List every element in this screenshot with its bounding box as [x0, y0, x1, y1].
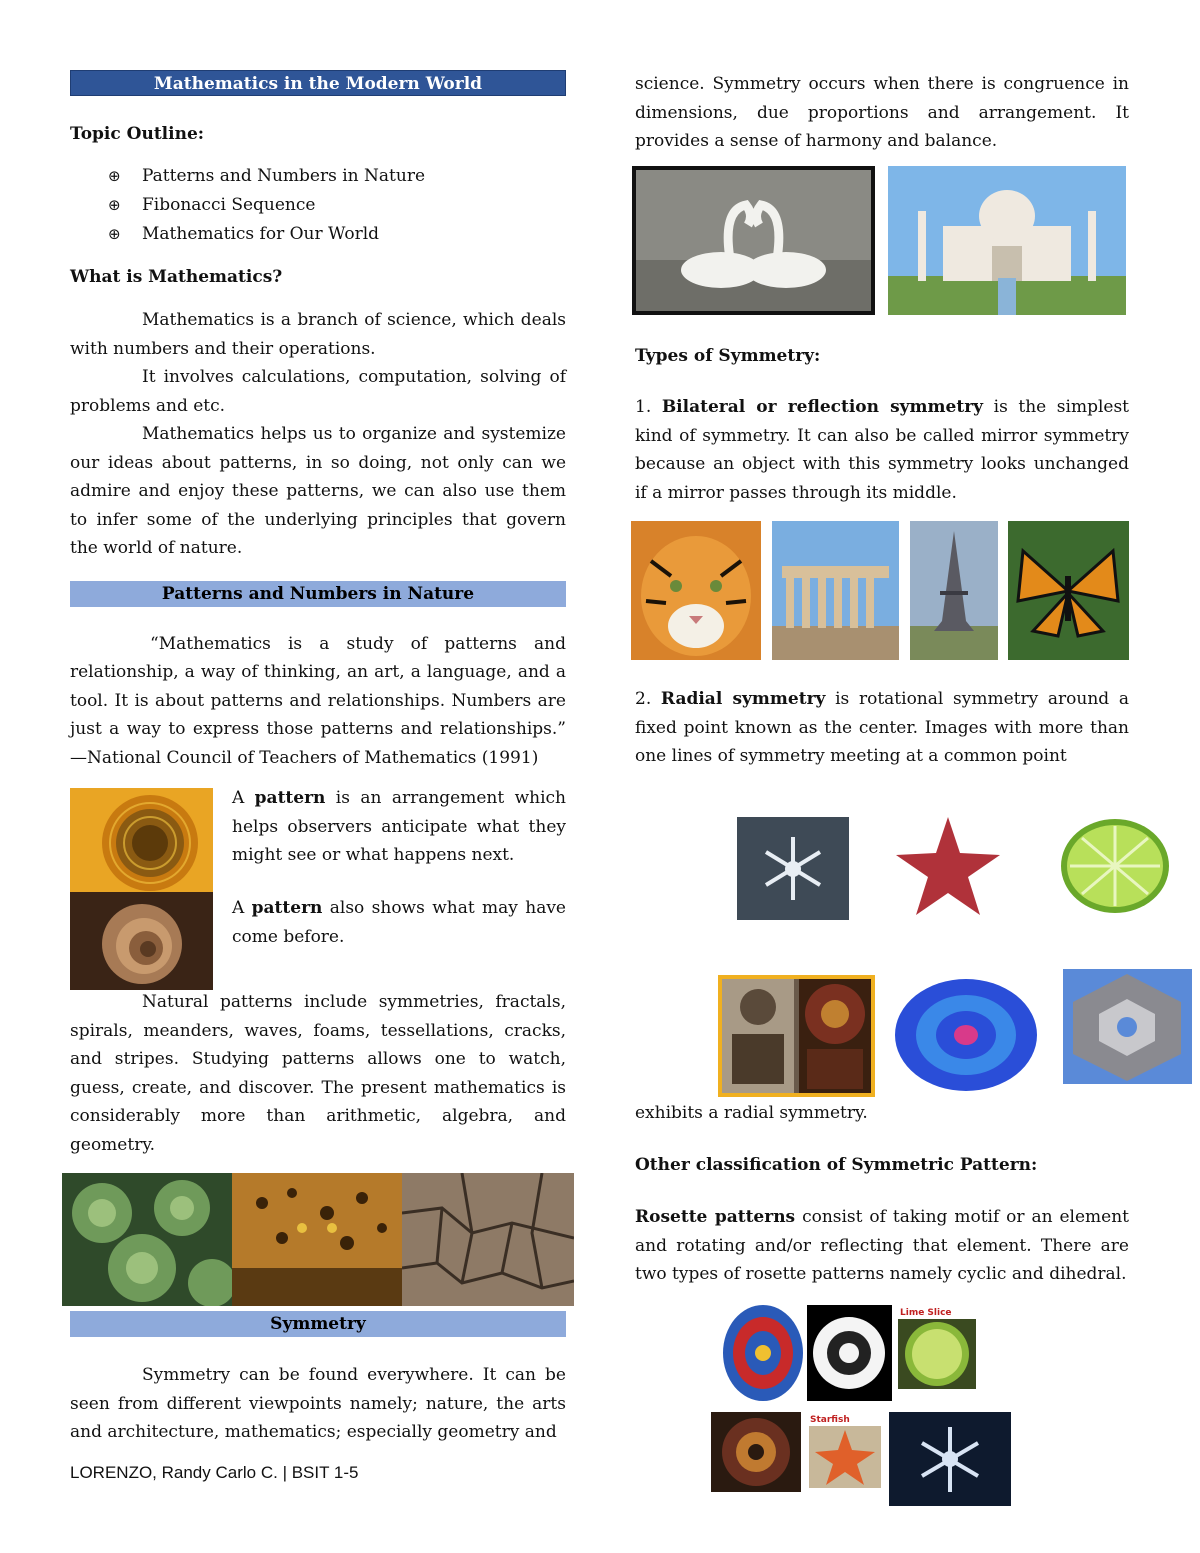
- pattern-definition-2: A pattern also shows what may have come before.: [232, 898, 566, 947]
- outline-item: [108, 220, 566, 249]
- starfish-image: [892, 815, 1004, 920]
- what-paragraph-2: It involves calculations, computation, solving of problems and etc.: [70, 367, 566, 416]
- topic-outline-list: [108, 162, 566, 249]
- symmetry-continuation: science. Symmetry occurs when there is congruence in dimensions, due proportions and arrangement. It provides a sense of harmony and balance.: [635, 74, 1129, 151]
- pattern-definition-1: A pattern is an arrangement which helps observers anticipate what they might see or what happens next.: [232, 788, 566, 865]
- rosette-mandala-image: [723, 1305, 803, 1402]
- outline-item: [108, 191, 566, 220]
- what-heading: What is Mathematics?: [70, 267, 283, 287]
- parthenon-image: [772, 521, 899, 660]
- taj-mahal-image: [888, 166, 1126, 315]
- leopard-image: [232, 1173, 402, 1306]
- symmetry-paragraph: Symmetry can be found everywhere. It can be seen from different viewpoints namely; nature, the arts and architecture, mathematics; especially geometry and: [70, 1365, 566, 1442]
- eiffel-tower-image: [910, 521, 998, 660]
- lime-slice-thumbnail: [896, 1305, 993, 1405]
- starfish-caption: Starfish: [810, 1415, 850, 1425]
- sunflower-image: [70, 788, 213, 892]
- what-paragraph-3: Mathematics helps us to organize and systemize our ideas about patterns, in so doing, not only can we admire and enjoy these patterns, we can also use them to infer some of the underlying principles that govern the world of nature.: [70, 424, 566, 558]
- cracked-earth-image: [402, 1173, 574, 1306]
- snowflake-image: [737, 817, 849, 920]
- author-name: LORENZO, Randy Carlo C.: [70, 1463, 278, 1482]
- swans-image: [632, 166, 875, 315]
- page-title-banner: Mathematics in the Modern World: [70, 70, 566, 96]
- circle-plus-icon: ⊕: [108, 225, 121, 243]
- other-classification-heading: Other classification of Symmetric Pattern:: [635, 1155, 1038, 1175]
- outline-item-label: Mathematics for Our World: [142, 224, 380, 244]
- tiger-image: [631, 521, 761, 660]
- patterns-banner: Patterns and Numbers in Nature: [70, 581, 566, 607]
- footer: [70, 1459, 359, 1487]
- outline-item-label: Patterns and Numbers in Nature: [142, 166, 426, 186]
- natural-patterns-paragraph: Natural patterns include symmetries, fractals, spirals, meanders, waves, foams, tessellations, cracks, and stripes. Studying patterns allows one to watch, guess, create, and discover. The present mathematics is considerably more than arithmetic, algebra, and geometry.: [70, 992, 566, 1155]
- succulent-image: [62, 1173, 232, 1306]
- outline-item-label: Fibonacci Sequence: [142, 195, 316, 215]
- lime-caption: Lime Slice: [900, 1308, 952, 1318]
- radial-continuation: exhibits a radial symmetry.: [635, 1103, 868, 1123]
- what-paragraph-1: Mathematics is a branch of science, which deals with numbers and their operations.: [70, 310, 566, 359]
- rose-window-image: [718, 975, 875, 1097]
- outline-heading: Topic Outline:: [70, 124, 205, 144]
- snowflake-thumbnail: [889, 1412, 1011, 1506]
- lime-slice-image: [1060, 818, 1170, 914]
- rosette-bw-image: [807, 1305, 892, 1401]
- blue-mandala-image: [895, 978, 1038, 1092]
- footer-separator: |: [277, 1463, 292, 1482]
- butterfly-image: [1008, 521, 1129, 660]
- symmetry-banner: Symmetry: [70, 1311, 566, 1337]
- rosette-stained-glass-image: [711, 1412, 801, 1501]
- nctm-quote: “Mathematics is a study of patterns and relationship, a way of thinking, an art, a language, and a tool. It is about patterns and relationships. Numbers are just a way to express those patterns and relationships.” —National Council of Teachers of Mathematics (1991): [70, 633, 566, 768]
- right-column: [635, 70, 1129, 156]
- bilateral-paragraph: 1. Bilateral or reflection symmetry is the simplest kind of symmetry. It can also be called mirror symmetry because an object with this symmetry looks unchanged if a mirror passes through its middle.: [635, 397, 1130, 503]
- radial-paragraph: 2. Radial symmetry is rotational symmetry around a fixed point known as the center. Images with more than one lines of symmetry meeting at a common point: [635, 689, 1130, 766]
- circle-plus-icon: ⊕: [108, 167, 121, 185]
- seashell-image: [70, 892, 213, 990]
- course-section: BSIT 1-5: [291, 1463, 359, 1482]
- rosette-paragraph: Rosette patterns consist of taking motif or an element and rotating and/or reflecting that element. There are two types of rosette patterns namely cyclic and dihedral.: [635, 1207, 1129, 1284]
- ceiling-hexagon-image: [1063, 969, 1192, 1084]
- starfish-thumbnail: [807, 1412, 885, 1502]
- outline-item: [108, 162, 566, 191]
- circle-plus-icon: ⊕: [108, 196, 121, 214]
- left-column: [70, 70, 566, 1159]
- types-heading: Types of Symmetry:: [635, 346, 821, 366]
